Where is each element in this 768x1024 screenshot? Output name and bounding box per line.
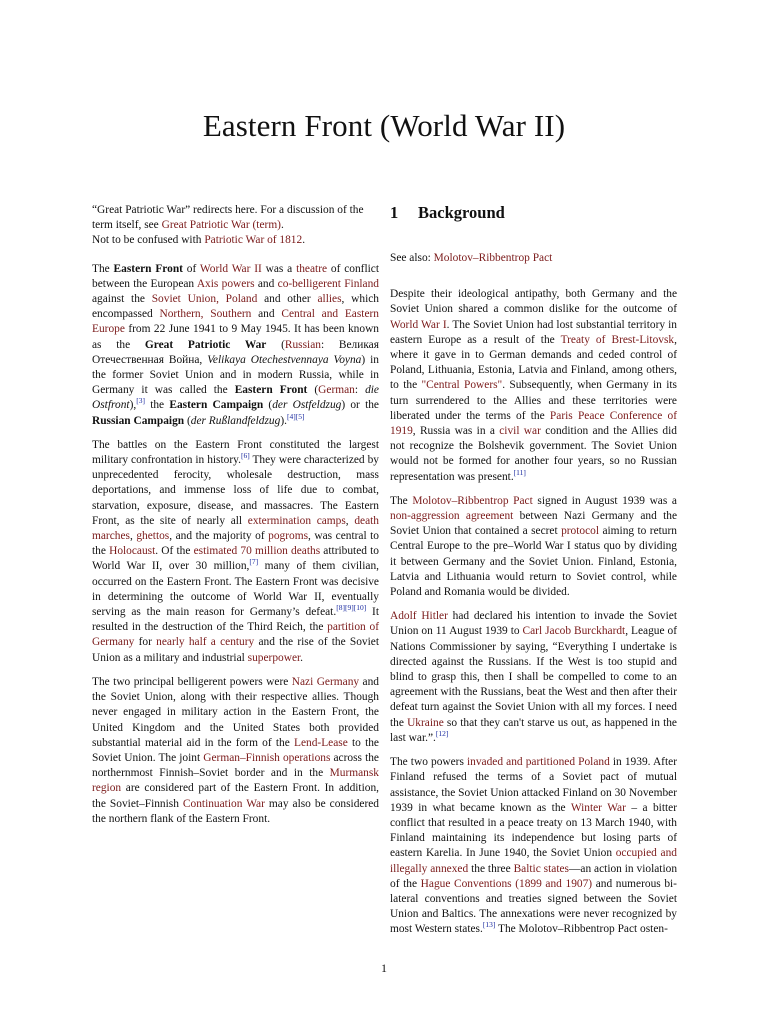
link-superpower[interactable]: superpower [247,651,301,664]
body-text: , which encompassed [92,293,379,321]
body-text: The Molotov–Ribbentrop Pact osten- [495,923,668,936]
link-treaty-of-brest-litovsk[interactable]: Treaty of Brest-Litovsk [560,333,675,346]
body-text: ) in the former Soviet Union and in modern Russia, while in Germany it was called the [92,353,379,397]
right-paragraph-4 [390,755,677,937]
body-text: against the [92,293,152,306]
body-text: ( [307,384,319,397]
hatnote-redirect: “Great Patriotic War” redirects here. For a discussion of the term itself, see Great Patriotic War (term). [92,204,364,232]
body-text: , Russia was in a [412,425,500,438]
body-text: Despite their ideological antipathy, both Germany and the Soviet Union shared a common dislike for the outcome of [390,288,677,316]
right-paragraph-2 [390,494,677,600]
link-central-powers[interactable]: "Central Powers" [421,379,503,392]
body-text: The two principal belligerent powers were [92,675,292,688]
body-text: for [134,636,157,649]
link-winter-war[interactable]: Winter War [570,801,626,814]
link-ghettos[interactable]: ghettos [136,530,170,543]
body-text: It resulted in the destruction of the Third Reich, the [92,606,379,634]
link-non-aggression-agreement[interactable]: non-aggression agreement [390,510,514,523]
link-extermination-camps[interactable]: extermination camps [247,514,346,527]
body-text: and numerous bi-lateral conventions and treaties signed between the Soviet Union and Baltics. The annexations were never recognized by most Western states. [390,877,677,936]
link-allies[interactable]: allies [317,293,342,306]
right-column [390,203,677,947]
citation-ref[interactable]: [4][5] [286,411,305,421]
italic-term: der Ostfeldzug [272,399,342,412]
right-body-text [390,287,677,937]
body-text: They were characterized by unprecedented ferocity, wholesale destruction, mass deportations, and immense loss of life due to combat, starvation, exposure, disease, and massacres. The Eastern Front, as the site of nearly all [92,454,379,527]
body-text: are considered part of the Eastern Front. In addition, the Soviet–Finnish [92,782,379,810]
link-paris-peace-conference-of-1919[interactable]: Paris Peace Conference of 1919 [390,409,677,438]
body-text: ( [266,338,285,351]
body-text: , League of Nations Commissioner by saying, “Everything I undertake is directed against the Russians. If the West is too stupid and blind to grasp this, then I shall be compelled to come to an agreement with the Russians, beat the West and then after their defeat turn against the Soviet Union with all my forces. I need the [390,625,678,729]
body-text: . The Soviet Union had lost substantial territory in eastern Europe as a result of the [390,318,677,346]
link-nearly-half-a-century[interactable]: nearly half a century [156,636,255,649]
body-text: , and the majority of [169,530,269,543]
link-invaded-and-partitioned-poland[interactable]: invaded and partitioned Poland [467,756,610,769]
body-text: may also be considered the northern flank of the Eastern Front. [92,797,379,825]
body-text: ), [129,399,137,412]
link-co-belligerent-finland[interactable]: co-belligerent Finland [277,277,380,290]
body-text: of conflict between the European [92,262,379,290]
citation-ref[interactable]: [7] [249,557,259,567]
link-theatre[interactable]: theatre [296,262,328,275]
link-northern-southern[interactable]: Northern, Southern [159,308,252,321]
body-text: , [345,514,355,527]
body-text: —an action in violation of the [390,862,678,890]
link-murmansk-region[interactable]: Murmansk region [92,767,379,795]
page-title: Eastern Front (World War II) [202,108,566,143]
hatnote [92,203,379,249]
section-heading-background [390,203,677,223]
section-number: 1 [390,203,399,222]
link-estimated-70-million-deaths[interactable]: estimated 70 million deaths [193,545,321,558]
body-text: , was central to the [92,530,380,558]
link-baltic-states[interactable]: Baltic states [513,862,569,875]
link-nazi-germany[interactable]: Nazi Germany [291,675,360,688]
body-text: The [92,262,114,275]
citation-ref[interactable]: [6] [240,451,250,461]
link-lend-lease[interactable]: Lend-Lease [294,736,348,749]
section-title: Background [418,203,505,222]
link-death-marches[interactable]: death marches [92,514,379,543]
citation-ref[interactable]: [3] [136,396,145,406]
body-text: across the northernmost Finnish–Soviet border and in the [92,751,379,780]
italic-term: die Ostfront [92,384,379,412]
body-text: and the Soviet Union, along with their respective allies. Though never engaged in military action in the Eastern Front, the United Kingdom and the United States both provided substantial material aid in the form of the [92,675,379,749]
left-paragraph-2 [92,438,379,666]
body-text: from 22 June 1941 to 9 May 1945. It has been known as the [92,323,379,351]
citation-ref[interactable]: [13] [482,920,496,930]
body-text: in 1939. After Finland refused the terms of a Soviet pact of mutual assistance, the Soviet Union attacked Finland on 30 November 1939 in what became known as the [390,756,677,814]
body-text: to the Soviet Union. The joint [92,736,379,764]
body-text: : Великая Отечественная Война, [92,338,379,366]
link-occupied-and-illegally-annexed[interactable]: occupied and illegally annexed [390,847,677,875]
body-text: ( [263,399,273,412]
link-russian[interactable]: Russian [284,338,321,351]
body-text: of [182,262,200,275]
left-body-text [92,262,379,827]
body-text: ( [184,414,191,427]
link-great-patriotic-war-term[interactable]: Great Patriotic War (term) [161,219,281,232]
body-text: condition and the Allies did not recognize the Bolshevik government. The Soviet Union would not be formed for another four years, so no Russian representation was present. [390,425,677,483]
link-world-war-ii[interactable]: World War II [199,262,262,275]
citation-ref[interactable]: [8][9][10] [336,603,367,613]
body-text: aiming to return Central Europe to the pre–World War I status quo by dividing it between Germany and the Soviet Union. Finland, Estonia, Latvia and Lithuania would return to Soviet control, while Poland and Romania would be divided. [390,525,677,599]
link-german-finnish-operations[interactable]: German–Finnish operations [203,751,331,764]
body-text: The [390,494,413,507]
hatnote-disambiguation: Not to be confused with Patriotic War of 1812. [92,234,306,247]
bold-term: Russian Campaign [92,414,185,427]
link-axis-powers[interactable]: Axis powers [196,277,255,290]
body-text: . [300,651,304,664]
citation-ref[interactable]: [11] [513,467,526,477]
citation-ref[interactable]: [12] [435,729,449,739]
body-text: many of them civilian, occurred on the Eastern Front. The Eastern Front was decisive in determining the outcome of World War II, eventually serving as the main reason for Germany’s defeat. [92,560,379,619]
link-soviet-union-poland[interactable]: Soviet Union, Poland [151,293,258,306]
italic-term: Velikaya Otechestvennaya Voyna [207,353,362,366]
link-protocol[interactable]: protocol [561,525,600,538]
body-text: the [144,399,170,412]
link-adolf-hitler[interactable]: Adolf Hitler [390,610,448,623]
link-ukraine[interactable]: Ukraine [407,716,444,729]
body-text: The battles on the Eastern Front constituted the largest military confrontation in history. [92,438,379,467]
body-text: the three [468,862,514,875]
link-partition-of-germany[interactable]: partition of Germany [92,621,379,649]
link-german[interactable]: German [318,384,355,397]
body-text: had declared his intention to invade the Soviet Union on 11 August 1939 to [390,610,677,638]
page-number: 1 [381,961,387,975]
body-text: . Subsequently, when Germany in its turn surrendered to the Allies and these territories were liberated under the terms of the [390,379,677,422]
body-text: ). [280,414,287,427]
link-central-and-eastern-europe[interactable]: Central and Eastern Europe [92,308,379,336]
link-patriotic-war-of-1812[interactable]: Patriotic War of 1812 [204,234,303,247]
body-text: : [354,384,366,397]
body-text: , where it gave in to German demands and ceded control of Poland, Lithuania, Estonia, Latvia and Finland, among others, to the [390,333,677,392]
body-text: , [129,530,137,543]
link-civil-war[interactable]: civil war [499,425,541,438]
right-paragraph-1 [390,287,677,485]
body-text: and [254,277,278,290]
link-hague-conventions-1899-and-1907[interactable]: Hague Conventions (1899 and 1907) [420,877,593,890]
body-text: signed in August 1939 was a [532,494,677,507]
body-text: . Of the [155,545,194,558]
body-text: and other [257,293,318,306]
left-paragraph-1 [92,262,379,429]
see-also-note: See also: Molotov–Ribbentrop Pact [390,252,553,264]
link-continuation-war[interactable]: Continuation War [182,797,265,810]
body-text: The two powers [390,756,467,769]
body-text: between Nazi Germany and the Soviet Union that contained a secret [390,510,677,538]
left-column [92,203,379,836]
bold-term: Eastern Campaign [169,399,264,412]
body-text: ) or the [341,399,379,412]
link-pogroms[interactable]: pogroms [268,530,309,543]
body-text: and the rise of the Soviet Union as a military and industrial [92,636,379,664]
right-paragraph-3 [390,609,677,746]
left-paragraph-3 [92,675,379,827]
link-molotov-ribbentrop-pact[interactable]: Molotov–Ribbentrop Pact [433,252,553,264]
italic-term: der Rußlandfeldzug [190,414,281,427]
body-text: attributed to World War II, over 30 million, [92,545,379,573]
bold-term: Great Patriotic War [144,338,267,351]
bold-term: Eastern Front [234,384,308,397]
body-text: – a bitter conflict that resulted in a peace treaty on 13 March 1940, with Finland maintaining its independence but losing parts of eastern Karelia. In June 1940, the Soviet Union [390,801,677,860]
bold-term: Eastern Front [113,262,183,275]
body-text: so that they can't starve us out, as happened in the last war.”. [390,716,677,744]
link-world-war-i[interactable]: World War I [390,318,447,331]
body-text: was a [261,262,297,275]
link-molotov-ribbentrop-pact[interactable]: Molotov–Ribbentrop Pact [412,494,533,507]
link-holocaust[interactable]: Holocaust [109,545,156,558]
body-text: and [251,308,282,321]
link-carl-jacob-burckhardt[interactable]: Carl Jacob Burckhardt [522,625,626,638]
